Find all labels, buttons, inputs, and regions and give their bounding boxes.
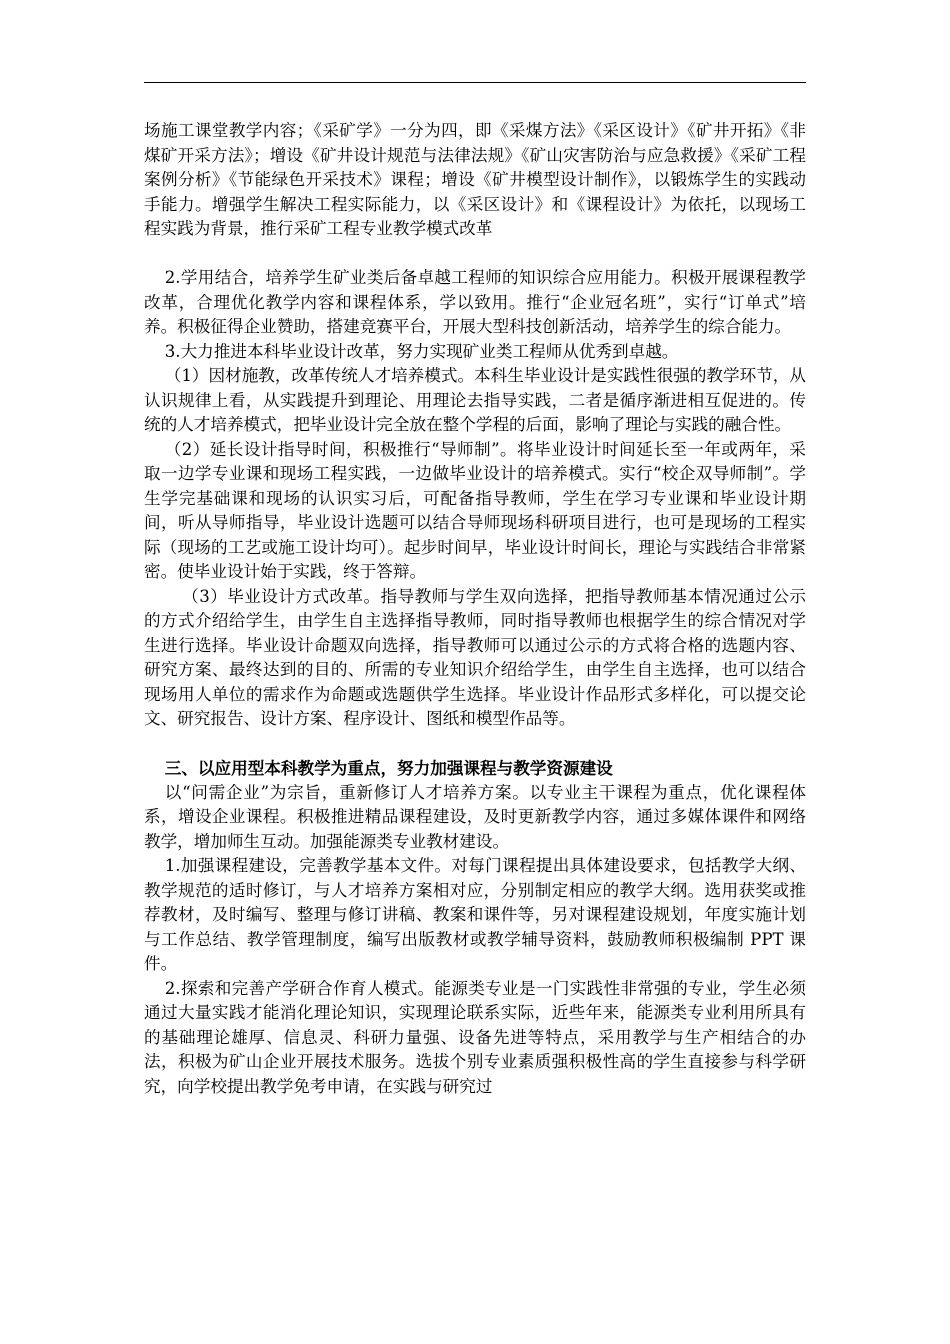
- paragraph-curriculum-reform: 场施工课堂教学内容；《采矿学》一分为四，即《采煤方法》《采区设计》《矿井开拓》《非煤矿开采方法》；增设《矿井设计规范与法律法规》《矿山灾害防治与应急救援》《采矿工程案例分析》《节能绿色开采技术》课程；增设《矿井模型设计制作》，以锻炼学生的实践动手能力。增强学生解决工程实际能力，以《采区设计》和《课程设计》为依托，以现场工程实践为背景，推行采矿工程专业教学模式改革: [144, 121, 806, 238]
- section-heading: 三、以应用型本科教学为重点，努力加强课程与教学资源建设: [164, 758, 613, 778]
- paragraph-sub-2: （2）延长设计指导时间，积极推行“导师制”。将毕业设计时间延长至一年或两年，采取一边学专业课和现场工程实践，一边做毕业设计的培养模式。实行“校企双导师制”。学生学完基础课和现场的认识实习后，可配备指导教师，学生在学习专业课和毕业设计期间，听从导师指导，毕业设计选题可以结合导师现场科研项目进行，也可是现场的工程实际（现场的工艺或施工设计均可）。起步时间早，毕业设计时间长，理论与实践结合非常紧密。使毕业设计始于实践，终于答辩。: [144, 439, 806, 581]
- paragraph-item-3: 3.大力推进本科毕业设计改革，努力实现矿业类工程师从优秀到卓越。: [164, 341, 679, 361]
- paragraph-item-2: 2.学用结合，培养学生矿业类后备卓越工程师的知识综合应用能力。积极开展课程教学改革，合理优化教学内容和课程体系，学以致用。推行“企业冠名班”，实行“订单式”培养。积极征得企业赞助，搭建竞赛平台，开展大型科技创新活动，培养学生的综合能力。: [144, 268, 806, 336]
- header-rule: [144, 82, 806, 83]
- paragraph-sub-3: （3）毕业设计方式改革。指导教师与学生双向选择，把指导教师基本情况通过公示的方式介绍给学生，由学生自主选择指导教师，同时指导教师也根据学生的综合情况对学生进行选择。毕业设计命题双向选择，指导教师可以通过公示的方式将合格的选题内容、研究方案、最终达到的目的、所需的专业知识介绍给学生，由学生自主选择，也可以结合现场用人单位的需求作为命题或选题供学生选择。毕业设计作品形式多样化，可以提交论文、研究报告、设计方案、程序设计、图纸和模型作品等。: [144, 586, 806, 728]
- paragraph-industry-cooperation: 2.探索和完善产学研合作育人模式。能源类专业是一门实践性非常强的专业，学生必须通过大量实践才能消化理论知识，实现理论联系实际，近些年来，能源类专业利用所具有的基础理论雄厚、信息灵、科研力量强、设备先进等特点，采用教学与生产相结合的办法，积极为矿山企业开展技术服务。选拔个别专业素质强积极性高的学生直接参与科学研究，向学校提出教学免考申请，在实践与研究过: [144, 978, 806, 1096]
- paragraph-gap: [144, 732, 806, 757]
- paragraph-sub-1: （1）因材施教，改革传统人才培养模式。本科生毕业设计是实践性很强的教学环节，从认识规律上看，从实践提升到理论、用理论去指导实践，二者是循序渐进相互促进的。传统的人才培养模式，把毕业设计完全放在整个学程的后面，影响了理论与实践的融合性。: [144, 366, 806, 434]
- document-body: [144, 119, 806, 1099]
- paragraph-course-building: 1.加强课程建设，完善教学基本文件。对每门课程提出具体建设要求，包括教学大纲、教学规范的适时修订，与人才培养方案相对应，分别制定相应的教学大纲。选用获奖或推荐教材，及时编写、整理与修订讲稿、教案和课件等，另对课程建设规划，年度实施计划与工作总结、教学管理制度，编写出版教材或教学辅导资料，鼓励教师积极编制 PPT 课件。: [144, 856, 806, 973]
- paragraph-section-intro: 以“问需企业”为宗旨，重新修订人才培养方案。以专业主干课程为重点，优化课程体系，增设企业课程。积极推进精品课程建设，及时更新教学内容，通过多媒体课件和网络教学，增加师生互动。加强能源类专业教材建设。: [144, 782, 806, 851]
- paragraph-gap: [144, 242, 806, 267]
